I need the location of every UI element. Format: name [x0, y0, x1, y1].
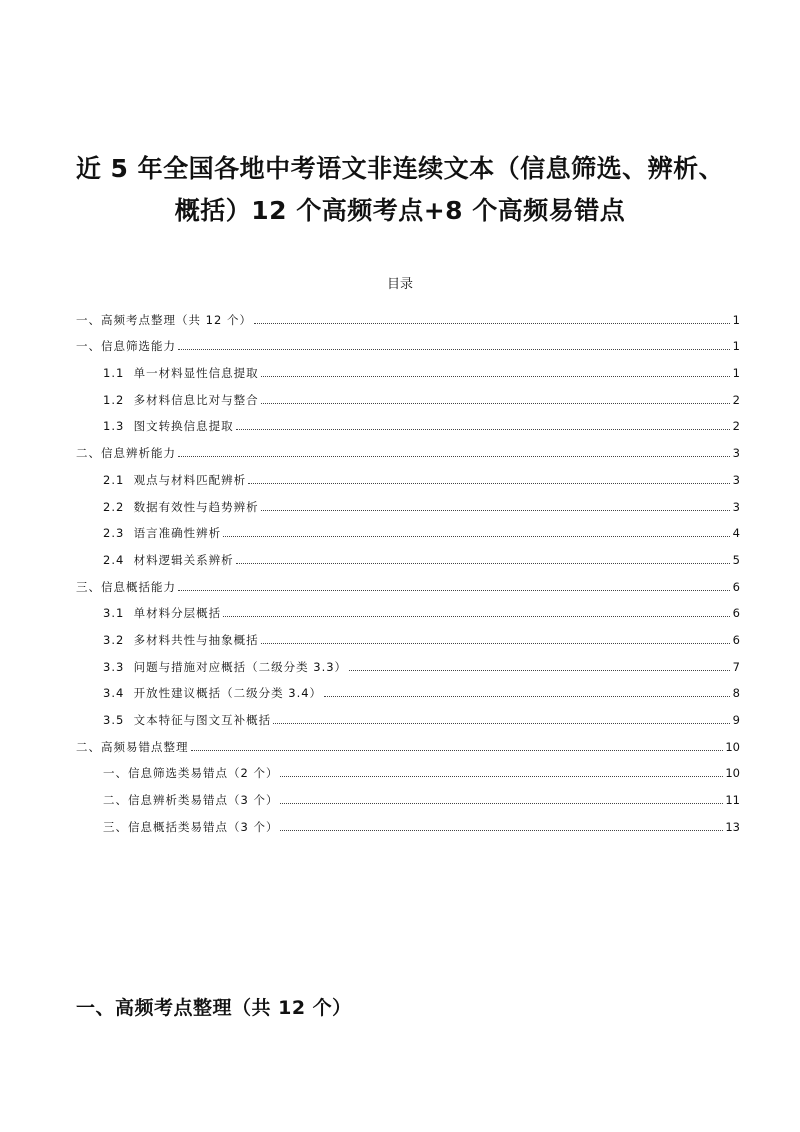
toc-entry-page-number: 1 [732, 366, 740, 381]
toc-entry[interactable] [76, 327, 740, 354]
toc-entry[interactable] [76, 407, 740, 434]
toc-entry[interactable] [76, 674, 740, 701]
toc-entry-label: 二、信息辨析能力 [76, 446, 176, 461]
toc-dot-leader [236, 428, 730, 430]
toc-entry-page-number: 4 [732, 526, 740, 541]
toc-entry-label: 三、信息概括能力 [76, 579, 176, 594]
toc-entry-page-number: 3 [732, 446, 740, 461]
toc-entry[interactable] [76, 620, 740, 647]
toc-entry-page-number: 2 [732, 419, 740, 434]
toc-entry-label: 3.1 单材料分层概括 [103, 606, 222, 621]
toc-entry-label: 2.4 材料逻辑关系辨析 [103, 552, 234, 567]
toc-dot-leader [248, 482, 730, 484]
toc-entry[interactable] [76, 433, 740, 460]
toc-entry-page-number: 10 [725, 766, 740, 781]
toc-entry-label: 三、信息概括类易错点（3 个） [103, 819, 279, 834]
toc-dot-leader [261, 375, 730, 377]
toc-entry-label: 一、信息筛选类易错点（2 个） [103, 766, 279, 781]
toc-entry-label: 二、高频易错点整理 [76, 739, 189, 754]
toc-entry-page-number: 2 [732, 392, 740, 407]
toc-entry[interactable] [76, 727, 740, 754]
toc-entry[interactable] [76, 380, 740, 407]
table-of-contents [76, 300, 740, 834]
toc-entry-label: 一、高频考点整理（共 12 个） [76, 312, 252, 327]
toc-entry-page-number: 1 [732, 339, 740, 354]
toc-entry-page-number: 6 [732, 632, 740, 647]
toc-entry[interactable] [76, 754, 740, 781]
toc-dot-leader [254, 322, 730, 324]
toc-entry[interactable] [76, 353, 740, 380]
toc-entry-page-number: 1 [732, 312, 740, 327]
toc-entry[interactable] [76, 647, 740, 674]
toc-entry-label: 3.3 问题与措施对应概括（二级分类 3.3） [103, 659, 348, 674]
toc-dot-leader [178, 455, 730, 457]
toc-entry[interactable] [76, 780, 740, 807]
toc-entry-page-number: 8 [732, 686, 740, 701]
toc-entry[interactable] [76, 514, 740, 541]
toc-entry-page-number: 5 [732, 552, 740, 567]
toc-dot-leader [223, 535, 730, 537]
toc-entry[interactable] [76, 460, 740, 487]
toc-dot-leader [178, 589, 730, 591]
document-title: 近 5 年全国各地中考语文非连续文本（信息筛选、辨析、概括）12 个高频考点+8 个高频易错点 [75, 154, 725, 225]
toc-dot-leader [261, 402, 730, 404]
toc-entry-label: 二、信息辨析类易错点（3 个） [103, 793, 279, 808]
toc-dot-leader [280, 775, 723, 777]
toc-dot-leader [261, 509, 730, 511]
toc-entry-page-number: 10 [725, 739, 740, 754]
toc-entry-label: 3.2 多材料共性与抽象概括 [103, 632, 259, 647]
toc-entry-label: 2.3 语言准确性辨析 [103, 526, 222, 541]
toc-entry-label: 1.1 单一材料显性信息提取 [103, 366, 259, 381]
toc-dot-leader [261, 642, 730, 644]
toc-entry-label: 一、信息筛选能力 [76, 339, 176, 354]
toc-entry[interactable] [76, 594, 740, 621]
toc-dot-leader [280, 802, 723, 804]
toc-entry-page-number: 7 [732, 659, 740, 674]
toc-entry-label: 2.1 观点与材料匹配辨析 [103, 472, 247, 487]
toc-entry-page-number: 13 [725, 819, 740, 834]
toc-entry-label: 2.2 数据有效性与趋势辨析 [103, 499, 259, 514]
toc-entry[interactable] [76, 300, 740, 327]
toc-entry-page-number: 3 [732, 499, 740, 514]
toc-entry-label: 3.5 文本特征与图文互补概括 [103, 713, 272, 727]
toc-dot-leader [191, 749, 724, 751]
toc-entry-label: 3.4 开放性建议概括（二级分类 3.4） [103, 686, 323, 701]
toc-entry-label: 1.2 多材料信息比对与整合 [103, 392, 259, 407]
toc-entry-page-number: 9 [732, 713, 740, 727]
toc-entry-page-number: 6 [732, 606, 740, 621]
toc-entry[interactable] [76, 487, 740, 514]
toc-dot-leader [349, 669, 730, 671]
toc-dot-leader [280, 829, 723, 831]
toc-dot-leader [273, 722, 730, 724]
toc-dot-leader [324, 695, 730, 697]
toc-entry[interactable] [76, 807, 740, 834]
toc-dot-leader [236, 562, 730, 564]
toc-heading: 目录 [386, 277, 413, 292]
toc-entry-label: 1.3 图文转换信息提取 [103, 419, 234, 434]
toc-entry-page-number: 6 [732, 579, 740, 594]
toc-entry-page-number: 3 [732, 472, 740, 487]
toc-entry[interactable] [76, 700, 740, 727]
section-heading: 一、高频考点整理（共 12 个） [76, 997, 352, 1019]
toc-entry-page-number: 11 [725, 793, 740, 808]
toc-dot-leader [223, 615, 730, 617]
toc-entry[interactable] [76, 567, 740, 594]
toc-entry[interactable] [76, 540, 740, 567]
toc-dot-leader [178, 348, 730, 350]
